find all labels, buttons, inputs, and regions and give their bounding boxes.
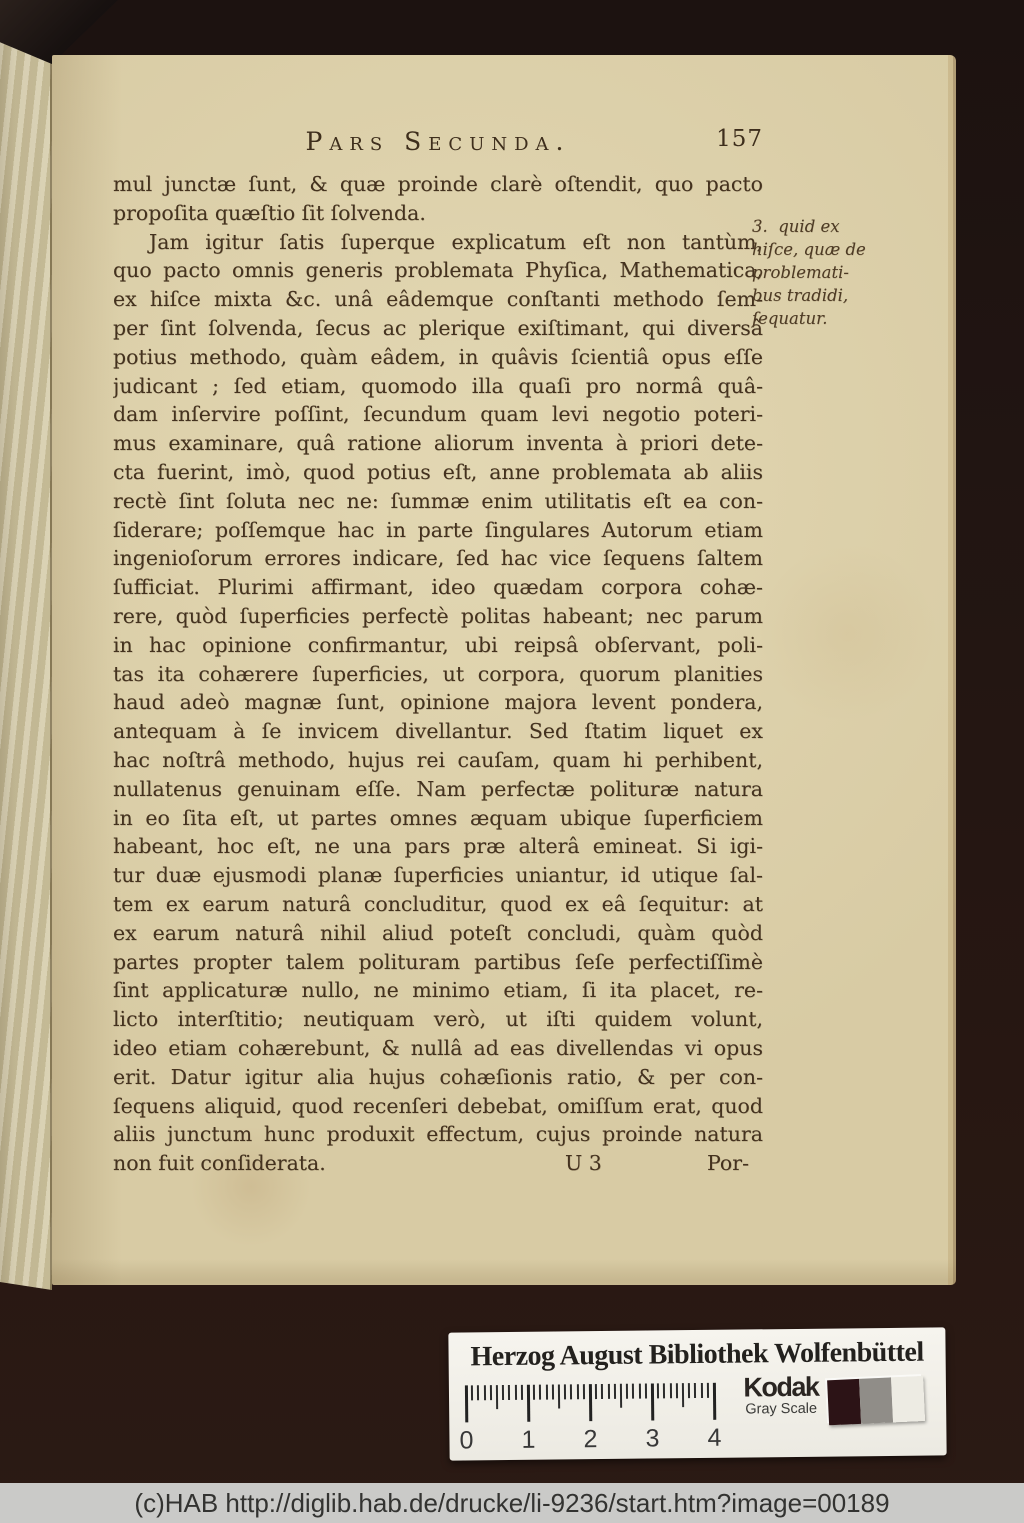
ruler-tick: [583, 1384, 585, 1399]
caption-bar: [0, 1483, 1024, 1523]
ruler-tick: [521, 1385, 523, 1400]
ruler-tick: [576, 1384, 578, 1399]
ruler-ticks: [465, 1383, 745, 1386]
ruler-number: 3: [645, 1424, 660, 1453]
text-line: nullatenus genuinam eſſe. Nam perfectæ polituræ natura: [113, 776, 763, 801]
ruler-tick: [496, 1385, 498, 1409]
ruler-tick: [502, 1385, 504, 1400]
text-line: judicant ; ſed etiam, quomodo illa quaſi pro normâ quâ-: [113, 373, 763, 398]
ruler-tick: [669, 1383, 671, 1398]
ruler-number: 4: [707, 1423, 722, 1452]
text-line: partes propter talem polituram partibus ſeſe perfectiſſimè: [113, 949, 763, 974]
gray-scale-patches: [827, 1376, 925, 1425]
ruler-tick: [558, 1384, 560, 1408]
text-line: aliis junctum hunc produxit effectum, cujus proinde natura: [113, 1122, 763, 1147]
margin-note: [752, 215, 902, 330]
gray-patch: [859, 1377, 893, 1423]
ruler-tick: [552, 1385, 554, 1400]
text-line: rere, quòd ſuperficies perfectè politas habeant; nec parum: [113, 603, 763, 628]
text-line: ex hiſce mixta &c. unâ eâdemque conſtanti methodo ſem-: [113, 287, 763, 312]
text-line: mus examinare, quâ ratione aliorum inventa à priori dete-: [113, 431, 763, 456]
text-line: rectè ſint ſoluta nec ne: ſummæ enim utilitatis eſt ea con-: [113, 488, 763, 513]
ruler-tick: [632, 1384, 634, 1399]
cm-ruler: [459, 1383, 746, 1455]
book-page-edges: [0, 24, 52, 1290]
text-line: tur duæ ejusmodi planæ ſuperficies uniantur, id utique ſal-: [113, 863, 763, 888]
text-line: tas ita cohærere ſuperficies, ut corpora, quorum planities: [113, 661, 763, 686]
ruler-number: 2: [583, 1425, 598, 1454]
text-lines: [113, 170, 763, 1149]
catchword: Por-: [706, 1151, 749, 1176]
gray-scale-caption: Gray Scale: [745, 1400, 818, 1418]
ruler-number: 0: [459, 1426, 474, 1455]
ruler-tick: [700, 1383, 702, 1398]
text-line: haud adeò magnæ ſunt, opinione majora levent pondera,: [113, 690, 763, 715]
text-line: ſiderare; poſſemque hac in parte ſingulares Autorum etiam: [113, 517, 763, 542]
text-line: ideo etiam cohærebunt, & nullâ ad eas divellendas vi opus: [113, 1035, 763, 1060]
ruler-tick: [657, 1383, 659, 1398]
text-line: cta fuerint, imò, quod potius eſt, anne problemata ab aliis: [113, 459, 763, 484]
ruler-number: 1: [521, 1425, 536, 1454]
text-line: quo pacto omnis generis problemata Phyſica, Mathematica,: [113, 258, 763, 283]
ruler-tick: [614, 1384, 616, 1399]
text-line: ſequens aliquid, quod recenſeri debebat, omiſſum erat, quod: [113, 1093, 763, 1118]
ruler-tick: [638, 1384, 640, 1399]
text-line: habeant, hoc eſt, ne una pars præ alterâ emineat. Si igi-: [113, 834, 763, 859]
text-line: ſufficiat. Plurimi affirmant, ideo quædam corpora cohæ-: [113, 575, 763, 600]
signature-mark: U 3: [565, 1151, 602, 1176]
text-line: per ſint ſolvenda, ſecus ac plerique exiſtimant, qui diversâ: [113, 315, 763, 340]
ruler-tick: [620, 1384, 622, 1408]
text-line: ſint applicaturæ nullo, ne minimo etiam, ſi ita placet, re-: [113, 978, 763, 1003]
gray-patch: [891, 1376, 925, 1422]
ruler-tick: [595, 1384, 597, 1399]
source-url-caption: (c)HAB http://diglib.hab.de/drucke/li-9236/start.htm?image=00189: [134, 1487, 890, 1518]
final-text-line: [113, 1149, 763, 1178]
ruler-tick: [707, 1383, 709, 1398]
ruler-tick: [589, 1384, 592, 1421]
text-line: propoſita quæſtio ſit ſolvenda.: [113, 200, 426, 225]
gray-patch: [827, 1379, 861, 1425]
margin-note-line: problemati-: [752, 263, 849, 282]
margin-note-line: bus tradidi,: [752, 286, 849, 305]
text-line: in eo ſita eſt, ut partes omnes æquam ubique ſuperficiem: [113, 805, 763, 830]
text-line: tem ex earum naturâ concluditur, quod ex eâ ſequitur: at: [113, 891, 763, 916]
ruler-tick: [564, 1384, 566, 1399]
text-line: hac noſtrâ methodo, hujus rei cauſam, quam hi perhibent,: [113, 747, 763, 772]
text-line: mul junctæ ſunt, & quæ proinde clarè oſtendit, quo pacto: [113, 172, 763, 196]
page-number: 157: [716, 126, 763, 152]
margin-note-line: 3. quid ex: [752, 217, 840, 236]
ruler-tick: [663, 1383, 665, 1398]
ruler-tick: [514, 1385, 516, 1400]
ruler-tick: [533, 1385, 535, 1400]
text-line: in hac opinione confirmantur, ubi reipsâ obſervant, poli-: [113, 632, 763, 657]
text-block: [113, 125, 763, 1178]
ruler-tick: [688, 1383, 690, 1398]
kodak-grayscale-label: [448, 1327, 946, 1460]
text-line: ex earum naturâ nihil aliud poteſt concludi, quàm quòd: [113, 920, 763, 945]
running-title: Pars Secunda.: [305, 127, 571, 156]
text-line: erit. Datur igitur alia hujus cohæſionis ratio, & per con-: [113, 1064, 763, 1089]
margin-note-line: ſequatur.: [752, 309, 828, 328]
ruler-tick: [676, 1383, 678, 1398]
ruler-tick: [645, 1384, 647, 1399]
text-line: ingenioſorum errores indicare, ſed hac vice ſequens ſaltem: [113, 546, 763, 571]
ruler-numbers: [459, 1383, 745, 1455]
ruler-tick: [713, 1383, 716, 1420]
text-line: Jam igitur ſatis ſuperque explicatum eſt non tantùm,: [149, 229, 763, 254]
text-line: dam inſervire poſſint, ſecundum quam levi negotio poteri-: [113, 402, 763, 427]
margin-note-line: hiſce, quæ de: [752, 240, 866, 259]
ruler-tick: [694, 1383, 696, 1398]
ruler-tick: [682, 1383, 684, 1407]
ruler-tick: [477, 1385, 479, 1400]
text-line: antequam à ſe invicem divellantur. Sed ſtatim liquet ex: [113, 719, 763, 744]
ruler-tick: [508, 1385, 510, 1400]
ruler-tick: [607, 1384, 609, 1399]
book-page: [52, 55, 956, 1285]
ruler-tick: [527, 1385, 530, 1422]
ruler-tick: [471, 1385, 473, 1400]
running-header: [113, 125, 763, 167]
ruler-tick: [483, 1385, 485, 1400]
ruler-tick: [539, 1385, 541, 1400]
ruler-tick: [465, 1385, 468, 1422]
text-line: potius methodo, quàm eâdem, in quâvis ſcientiâ opus eſſe: [113, 344, 763, 369]
ruler-tick: [626, 1384, 628, 1399]
kodak-wordmark: Kodak: [743, 1371, 819, 1403]
kodak-brand-block: [735, 1373, 827, 1418]
institution-name: Herzog August Bibliothek Wolfenbüttel: [470, 1336, 924, 1373]
final-line-text: non fuit conſiderata.: [113, 1151, 326, 1176]
ruler-tick: [490, 1385, 492, 1400]
ruler-tick: [545, 1385, 547, 1400]
text-line: licto interſtitio; neutiquam verò, ut iſti quidem volunt,: [113, 1007, 763, 1032]
ruler-tick: [570, 1384, 572, 1399]
ruler-tick: [651, 1383, 654, 1420]
ruler-tick: [601, 1384, 603, 1399]
